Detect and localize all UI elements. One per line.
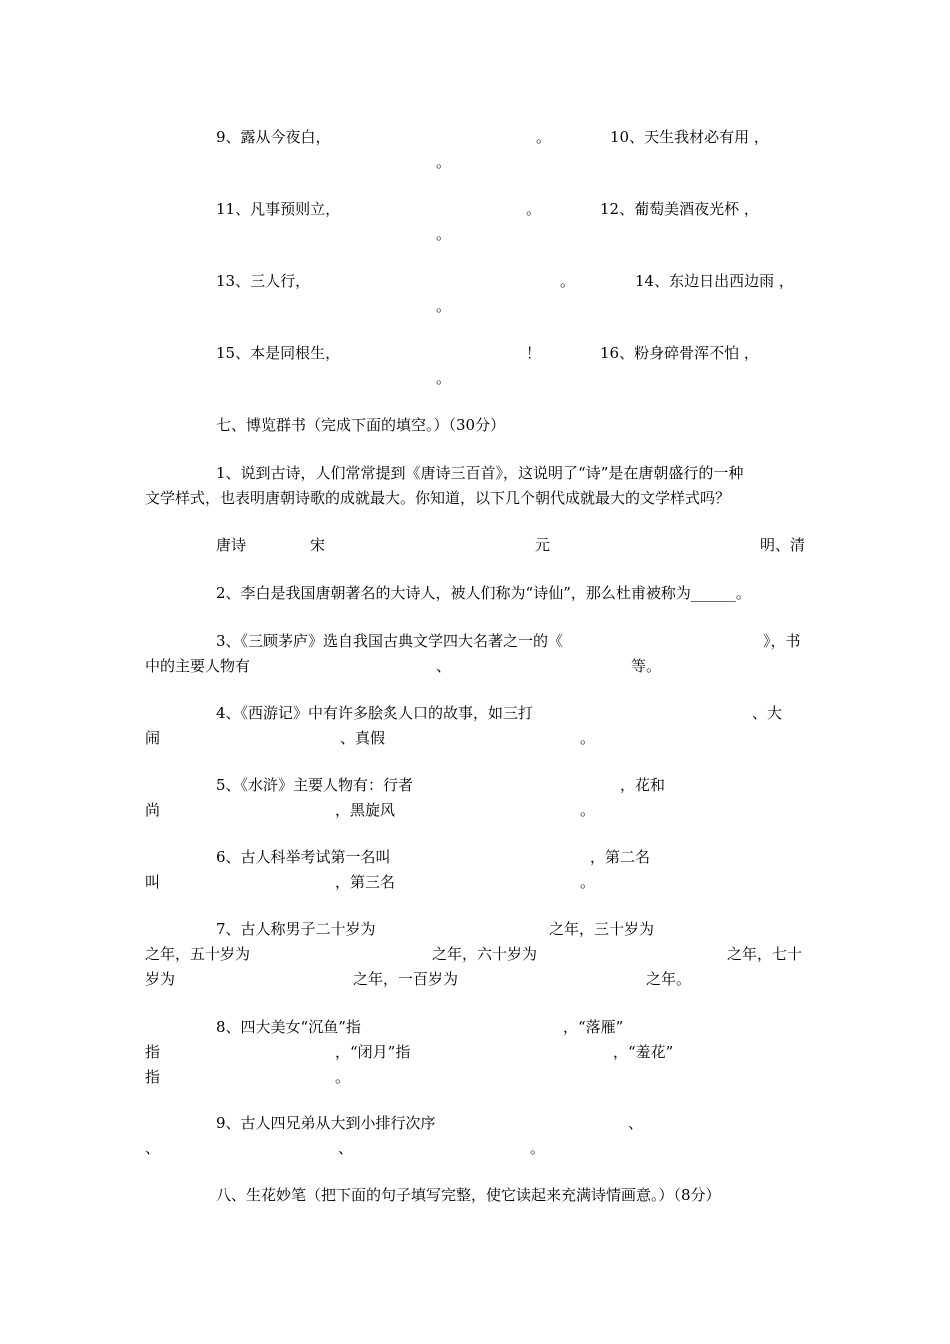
section8-heading: 八、生花妙笔（把下面的句子填写完整，使它读起来充满诗情画意。）（8分）: [216, 1186, 721, 1204]
poem-q15: 15、本是同根生，: [216, 344, 341, 362]
s7-q9-a: 9、古人四兄弟从大到小排行次序: [216, 1114, 436, 1132]
poem-q12: 12、葡萄美酒夜光杯 ，: [600, 200, 759, 218]
poem-q15-end: ！: [526, 344, 542, 362]
s7-q7-f: 岁为: [145, 970, 176, 988]
s7-q4-a: 4、《西游记》中有许多脍炙人口的故事，如三打: [216, 704, 534, 722]
section7-heading: 七、博览群书（完成下面的填空。）（30分）: [216, 416, 506, 434]
poem-q10-end: 。: [436, 153, 452, 171]
s7-q4-c: 闹: [145, 729, 161, 747]
poem-q9: 9、露从今夜白，: [216, 128, 331, 146]
s7-q2: 2、李白是我国唐朝著名的大诗人，被人们称为“诗仙”，那么杜甫被称为______。: [216, 584, 751, 602]
s7-q3-e: 等。: [631, 657, 662, 675]
s7-q8-d: ，“闭月”指: [335, 1043, 411, 1061]
s7-q8-c: 指: [145, 1043, 161, 1061]
s7-q6-c: 叫: [145, 873, 161, 891]
s7-q7-b: 之年，三十岁为: [549, 920, 655, 938]
s7-q3-b: 》，书: [763, 632, 801, 650]
s7-q3-d: 、: [436, 657, 452, 675]
s7-q1-line1: 1、说到古诗，人们常常提到《唐诗三百首》，这说明了“诗”是在唐朝盛行的一种: [216, 464, 744, 482]
s7-q7-c: 之年，五十岁为: [145, 945, 251, 963]
dynasty-ming-qing: 明、清: [760, 536, 806, 554]
poem-q16-end: 。: [436, 369, 452, 387]
s7-q4-b: 、大: [752, 704, 783, 722]
s7-q7-g: 之年，一百岁为: [353, 970, 459, 988]
poem-q16: 16、粉身碎骨浑不怕 ，: [600, 344, 759, 362]
s7-q5-a: 5、《水浒》主要人物有：行者: [216, 776, 414, 794]
s7-q6-d: ，第三名: [335, 873, 396, 891]
s7-q5-d: ，黑旋风: [335, 801, 396, 819]
s7-q8-g: 。: [335, 1068, 351, 1086]
s7-q9-c: 、: [145, 1139, 161, 1157]
s7-q8-e: ，“羞花”: [613, 1043, 674, 1061]
s7-q9-d: 、: [338, 1139, 354, 1157]
s7-q7-h: 之年。: [646, 970, 692, 988]
s7-q4-e: 。: [580, 729, 596, 747]
s7-q4-d: 、真假: [340, 729, 386, 747]
s7-q3-a: 3、《三顾茅庐》选自我国古典文学四大名著之一的《: [216, 632, 564, 650]
s7-q9-e: 。: [530, 1139, 546, 1157]
s7-q6-b: ，第二名: [590, 848, 651, 866]
poem-q13-end: 。: [560, 272, 576, 290]
poem-q13: 13、三人行，: [216, 272, 311, 290]
s7-q5-c: 尚: [145, 801, 161, 819]
s7-q8-b: ，“落雁”: [563, 1018, 624, 1036]
s7-q9-b: 、: [628, 1114, 644, 1132]
poem-q11-end: 。: [526, 200, 542, 218]
s7-q8-f: 指: [145, 1068, 161, 1086]
dynasty-song: 宋: [310, 536, 326, 554]
s7-q6-a: 6、古人科举考试第一名叫: [216, 848, 391, 866]
s7-q7-e: 之年，七十: [727, 945, 803, 963]
poem-q12-end: 。: [436, 225, 452, 243]
s7-q7-d: 之年，六十岁为: [432, 945, 538, 963]
s7-q6-e: 。: [580, 873, 596, 891]
poem-q14: 14、东边日出西边雨 ，: [635, 272, 794, 290]
poem-q11: 11、凡事预则立，: [216, 200, 341, 218]
s7-q3-c: 中的主要人物有: [145, 657, 251, 675]
s7-q1-line2: 文学样式，也表明唐朝诗歌的成就最大。你知道，以下几个朝代成就最大的文学样式吗？: [145, 489, 731, 507]
poem-q9-end: 。: [536, 128, 552, 146]
dynasty-yuan: 元: [535, 536, 551, 554]
s7-q5-b: ，花和: [620, 776, 666, 794]
s7-q8-a: 8、四大美女“沉鱼”指: [216, 1018, 361, 1036]
dynasty-tang: 唐诗: [216, 536, 247, 554]
poem-q14-end: 。: [436, 297, 452, 315]
s7-q7-a: 7、古人称男子二十岁为: [216, 920, 376, 938]
poem-q10: 10、天生我材必有用 ，: [610, 128, 769, 146]
s7-q5-e: 。: [580, 801, 596, 819]
